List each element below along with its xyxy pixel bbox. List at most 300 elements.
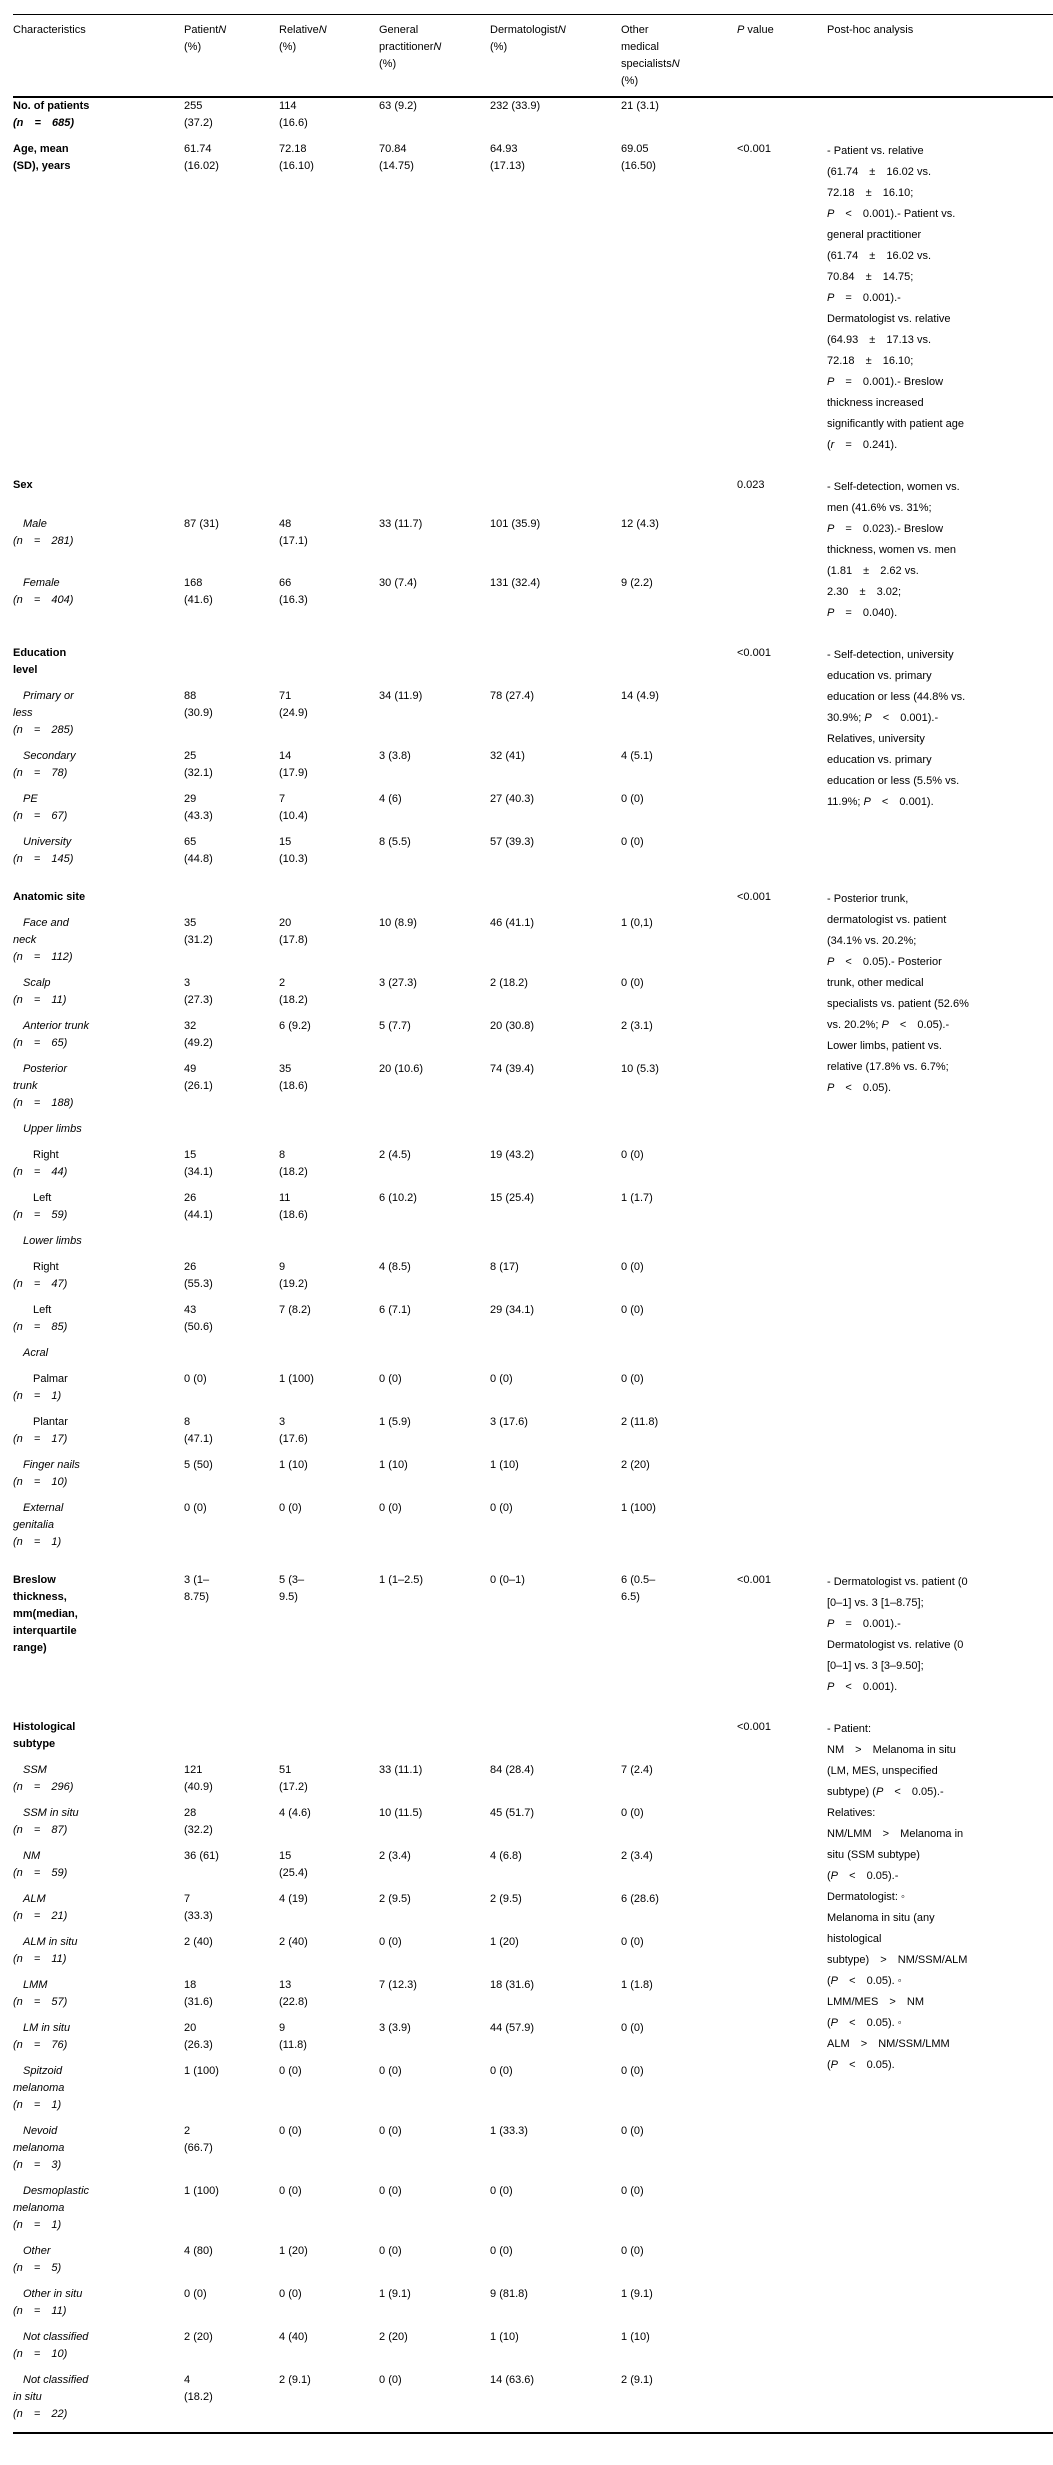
cell-relative [279, 516, 379, 574]
math-operator: < [899, 1019, 907, 1031]
math-operator: = [33, 853, 41, 865]
cell-dermatologist [490, 633, 621, 688]
cell-patient [184, 2243, 279, 2286]
cell-other-medical-specialists [621, 748, 737, 791]
value: 10 (11.5) [379, 1807, 423, 1819]
math-operator: = [33, 724, 41, 736]
cell-general-practitioner [379, 2063, 490, 2123]
cell-relative [279, 1233, 379, 1259]
cell-patient [184, 1190, 279, 1233]
cell-patient [184, 141, 279, 465]
math-operator: = [33, 1166, 41, 1178]
math-operator: = [845, 1618, 852, 1630]
cell-general-practitioner [379, 688, 490, 748]
characteristic-label: Finger nails (n = 10) [13, 1457, 109, 1491]
cell-characteristic [13, 516, 184, 574]
math-operator: = [845, 292, 852, 304]
math-operator: < [882, 712, 890, 724]
value: 74 (39.4) [490, 1063, 535, 1075]
math-operator: ± [865, 187, 872, 199]
cell-other-medical-specialists [621, 2243, 737, 2286]
math-operator: = [845, 607, 852, 619]
sample-size: (n = 296) [13, 1781, 74, 1793]
value: 51 (17.2) [279, 1764, 308, 1793]
value: 4 (40) [279, 2331, 308, 2343]
cell-characteristic [13, 2329, 184, 2372]
value: 0 (0) [379, 1502, 402, 1514]
cell-characteristic [13, 97, 184, 141]
value: 21 (3.1) [621, 100, 659, 112]
cell-characteristic [13, 2372, 184, 2433]
cell-other-medical-specialists [621, 1977, 737, 2020]
value: 88 (30.9) [184, 690, 213, 719]
column-header-label: Other medical specialistsN (%) [621, 24, 680, 87]
value: 11 (18.6) [279, 1192, 308, 1221]
cell-patient [184, 2183, 279, 2243]
math-operator: = [33, 2305, 41, 2317]
value: 0 (0) [379, 2374, 402, 2386]
value: 0 (0) [379, 1936, 402, 1948]
characteristic-label: University (n = 145) [13, 834, 109, 868]
value: 32 (41) [490, 750, 525, 762]
sample-size: (n = 21) [13, 1910, 68, 1922]
value: 1 (20) [490, 1936, 519, 1948]
value: 25 (32.1) [184, 750, 213, 779]
cell-patient [184, 465, 279, 516]
column-header-patient [184, 15, 279, 98]
sample-size: (n = 11) [13, 994, 67, 1006]
value: 18 (31.6) [490, 1979, 535, 1991]
value: 9 (19.2) [279, 1261, 308, 1290]
cell-general-practitioner [379, 2183, 490, 2243]
table-row [13, 1707, 1053, 1762]
math-operator: = [845, 523, 852, 535]
value: 2 (18.2) [279, 977, 308, 1006]
math-operator: = [33, 767, 41, 779]
sample-size: (n = 59) [13, 1209, 68, 1221]
math-operator: > [882, 1828, 890, 1840]
cell-post-hoc [827, 97, 1053, 141]
value: 0 (0) [621, 1373, 644, 1385]
post-hoc-text: - Patient vs. relative (61.74 ± 16.02 vs. 72.18 ± 16.10; P < 0.001).- Patient vs. general practitioner (61.74 ± 16.02 vs. 70.84 ± 14.75; P = 0.001).- Dermatologist vs. relative (64.93 ± 17.13 vs. 72.18 ± 16.10; P = 0.001).- Breslow thickness increased significantly with patient age (r = 0.241). [827, 145, 964, 451]
cell-patient [184, 688, 279, 748]
cell-characteristic [13, 1500, 184, 1560]
value: 0 (0) [621, 2245, 644, 2257]
value: 4 (80) [184, 2245, 213, 2257]
value: 0 (0) [490, 1502, 513, 1514]
value: 6 (10.2) [379, 1192, 417, 1204]
value: 49 (26.1) [184, 1063, 213, 1092]
math-operator: ± [869, 250, 876, 262]
math-operator: = [845, 439, 852, 451]
math-operator: ± [859, 586, 866, 598]
sample-size: (n = 85) [13, 1321, 68, 1333]
cell-dermatologist [490, 2286, 621, 2329]
math-operator: = [33, 1433, 41, 1445]
value: 14 (4.9) [621, 690, 659, 702]
column-header-label: Post-hoc analysis [827, 24, 914, 36]
sample-size: (n = 11) [13, 2305, 67, 2317]
cell-dermatologist [490, 975, 621, 1018]
cell-characteristic [13, 1190, 184, 1233]
value: 9 (81.8) [490, 2288, 528, 2300]
cell-characteristic [13, 1018, 184, 1061]
sample-size: (n = 22) [13, 2408, 68, 2420]
characteristic-label: ALM (n = 21) [13, 1891, 109, 1925]
cell-dermatologist [490, 575, 621, 633]
cell-dermatologist [490, 1500, 621, 1560]
value: 1 (9.1) [379, 2288, 411, 2300]
cell-post-hoc [827, 141, 1053, 465]
value: 15 (10.3) [279, 836, 308, 865]
value: 255 (37.2) [184, 100, 213, 129]
p-value: <0.001 [737, 891, 771, 903]
characteristic-label: Primary or less (n = 285) [13, 688, 109, 739]
math-operator: = [33, 1321, 41, 1333]
cell-relative [279, 1147, 379, 1190]
value: 27 (40.3) [490, 793, 535, 805]
sample-size: (n = 188) [13, 1097, 74, 1109]
characteristic-label: Spitzoid melanoma (n = 1) [13, 2063, 109, 2114]
cell-general-practitioner [379, 97, 490, 141]
cell-characteristic [13, 1707, 184, 1762]
math-operator: ± [869, 166, 876, 178]
cell-patient [184, 1891, 279, 1934]
value: 0 (0) [621, 793, 644, 805]
value: 19 (43.2) [490, 1149, 535, 1161]
value: 0 (0) [184, 1373, 207, 1385]
cell-patient [184, 1848, 279, 1891]
value: 2 (3.4) [379, 1850, 411, 1862]
sample-size: (n = 1) [13, 2219, 62, 2231]
column-header-post-hoc [827, 15, 1053, 98]
math-operator: = [33, 1097, 41, 1109]
cell-general-practitioner [379, 1121, 490, 1147]
math-operator: = [33, 2262, 41, 2274]
value: 3 (27.3) [379, 977, 417, 989]
cell-dermatologist [490, 877, 621, 915]
cell-characteristic [13, 2020, 184, 2063]
cell-characteristic [13, 2123, 184, 2183]
value: 4 (19) [279, 1893, 308, 1905]
cell-general-practitioner [379, 1371, 490, 1414]
characteristic-label: Palmar (n = 1) [13, 1371, 109, 1405]
cell-relative [279, 791, 379, 834]
value: 66 (16.3) [279, 576, 308, 606]
cell-dermatologist [490, 791, 621, 834]
cell-other-medical-specialists [621, 2020, 737, 2063]
characteristic-label: No. of patients (n = 685) [13, 98, 109, 132]
post-hoc-text: - Self-detection, women vs. men (41.6% vs. 31%; P = 0.023).- Breslow thickness, women vs. men (1.81 ± 2.62 vs. 2.30 ± 3.02; P = 0.040). [827, 481, 960, 619]
value: 7 (10.4) [279, 793, 308, 822]
cell-patient [184, 1560, 279, 1707]
math-operator: = [33, 2219, 41, 2231]
value: 0 (0) [490, 2065, 513, 2077]
math-operator: > [855, 1744, 862, 1756]
value: 70.84 (14.75) [379, 143, 414, 172]
cell-patient [184, 1805, 279, 1848]
characteristic-label: ALM in situ (n = 11) [13, 1934, 109, 1968]
cell-relative [279, 1977, 379, 2020]
cell-other-medical-specialists [621, 97, 737, 141]
value: 1 (10) [279, 1459, 308, 1471]
cell-general-practitioner [379, 1147, 490, 1190]
cell-relative [279, 1259, 379, 1302]
value: 1 (1.8) [621, 1979, 653, 1991]
cell-p-value [737, 1707, 827, 2433]
value: 114 (16.6) [279, 100, 308, 129]
cell-patient [184, 1934, 279, 1977]
cell-other-medical-specialists [621, 575, 737, 633]
value: 2 (3.4) [621, 1850, 653, 1862]
value: 20 (17.8) [279, 917, 308, 946]
math-operator: = [33, 1037, 41, 1049]
value: 15 (34.1) [184, 1149, 213, 1178]
cell-other-medical-specialists [621, 465, 737, 516]
cell-dermatologist [490, 97, 621, 141]
math-operator: < [845, 956, 852, 968]
math-operator: < [849, 1975, 856, 1987]
cell-other-medical-specialists [621, 1121, 737, 1147]
cell-dermatologist [490, 1414, 621, 1457]
value: 35 (18.6) [279, 1063, 308, 1092]
value: 65 (44.8) [184, 836, 213, 865]
value: 45 (51.7) [490, 1807, 535, 1819]
cell-dermatologist [490, 1259, 621, 1302]
value: 14 (17.9) [279, 750, 308, 779]
characteristic-label: Right (n = 47) [13, 1259, 109, 1293]
value: 20 (30.8) [490, 1020, 535, 1032]
value: 6 (9.2) [279, 1020, 311, 1032]
value: 0 (0) [621, 2185, 644, 2197]
math-operator: < [881, 796, 889, 808]
post-hoc-text: - Posterior trunk, dermatologist vs. patient (34.1% vs. 20.2%; P < 0.05).- Posterior trunk, other medical specialists vs. patient (52.6% vs. 20.2%; P < 0.05).- Lower limbs, patient vs. relative (17.8% vs. 6.7%; P < 0.05). [827, 893, 969, 1094]
math-operator: ± [863, 565, 870, 577]
cell-relative [279, 1121, 379, 1147]
cell-other-medical-specialists [621, 1147, 737, 1190]
cell-relative [279, 2372, 379, 2433]
sample-size: (n = 281) [13, 535, 74, 548]
value: 0 (0) [184, 2288, 207, 2300]
p-value: <0.001 [737, 1721, 771, 1733]
value: 1 (100) [184, 2065, 219, 2077]
math-operator: < [845, 1082, 852, 1094]
cell-dermatologist [490, 2329, 621, 2372]
cell-relative [279, 1934, 379, 1977]
cell-general-practitioner [379, 516, 490, 574]
characteristic-label: Plantar (n = 17) [13, 1414, 109, 1448]
cell-general-practitioner [379, 791, 490, 834]
cell-patient [184, 1061, 279, 1121]
cell-p-value [737, 97, 827, 141]
value: 0 (0) [279, 2125, 302, 2137]
cell-other-medical-specialists [621, 1707, 737, 1762]
header-row [13, 15, 1053, 98]
cell-characteristic [13, 2063, 184, 2123]
value: 3 (27.3) [184, 977, 213, 1006]
cell-patient [184, 1977, 279, 2020]
cell-other-medical-specialists [621, 2123, 737, 2183]
value: 26 (55.3) [184, 1261, 213, 1290]
characteristic-label: Age, mean (SD), years [13, 143, 71, 172]
cell-general-practitioner [379, 1560, 490, 1707]
cell-dermatologist [490, 915, 621, 975]
cell-post-hoc [827, 877, 1053, 1560]
cell-relative [279, 141, 379, 465]
characteristic-label: PE (n = 67) [13, 791, 109, 825]
value: 1 (1–2.5) [379, 1574, 424, 1586]
value: 0 (0) [621, 1807, 644, 1819]
value: 2 (9.5) [490, 1893, 522, 1905]
p-value: 0.023 [737, 479, 765, 491]
value: 2 (20) [379, 2331, 408, 2343]
cell-other-medical-specialists [621, 1345, 737, 1371]
math-operator: > [860, 2038, 868, 2050]
value: 4 (6) [379, 793, 402, 805]
cell-characteristic [13, 465, 184, 516]
math-operator: = [33, 1996, 41, 2008]
characteristics-table [13, 14, 1053, 2434]
value: 131 (32.4) [490, 576, 541, 589]
cell-characteristic [13, 1147, 184, 1190]
value: 57 (39.3) [490, 836, 535, 848]
math-operator: = [845, 376, 852, 388]
cell-patient [184, 915, 279, 975]
value: 1 (9.1) [621, 2288, 653, 2300]
characteristic-label: Anatomic site [13, 891, 86, 903]
cell-general-practitioner [379, 1414, 490, 1457]
cell-general-practitioner [379, 1457, 490, 1500]
cell-dermatologist [490, 1061, 621, 1121]
value: 2 (9.5) [379, 1893, 411, 1905]
cell-relative [279, 2123, 379, 2183]
cell-relative [279, 1762, 379, 1805]
cell-other-medical-specialists [621, 1061, 737, 1121]
cell-characteristic [13, 1414, 184, 1457]
post-hoc-text: - Patient: NM > Melanoma in situ (LM, MES, unspecified subtype) (P < 0.05).- Relatives: NM/LMM > Melanoma in situ (SSM subtype) (P < 0.05).- Dermatologist: ◦ Melanoma in situ (any histological subtype) > NM/SSM/ALM (P < 0.05). ◦ LMM/MES > NM (P < 0.05). ◦ ALM > NM/SSM/LMM (P < 0.05). [827, 1723, 968, 2071]
cell-general-practitioner [379, 1345, 490, 1371]
cell-post-hoc [827, 465, 1053, 633]
value: 0 (0) [490, 2185, 513, 2197]
value: 6 (0.5– 6.5) [621, 1574, 656, 1603]
cell-general-practitioner [379, 1848, 490, 1891]
value: 2 (18.2) [490, 977, 528, 989]
cell-patient [184, 633, 279, 688]
cell-dermatologist [490, 1018, 621, 1061]
value: 7 (33.3) [184, 1893, 213, 1922]
cell-general-practitioner [379, 2286, 490, 2329]
cell-dermatologist [490, 1560, 621, 1707]
cell-patient [184, 1302, 279, 1345]
cell-dermatologist [490, 465, 621, 516]
characteristic-label: Scalp (n = 11) [13, 975, 109, 1009]
cell-other-medical-specialists [621, 834, 737, 877]
value: 2 (4.5) [379, 1149, 411, 1161]
value: 1 (10) [490, 1459, 519, 1471]
cell-relative [279, 1457, 379, 1500]
value: 44 (57.9) [490, 2022, 535, 2034]
cell-post-hoc [827, 1560, 1053, 1707]
cell-characteristic [13, 1891, 184, 1934]
value: 15 (25.4) [490, 1192, 535, 1204]
cell-dermatologist [490, 1891, 621, 1934]
cell-other-medical-specialists [621, 1891, 737, 1934]
value: 0 (0) [490, 2245, 513, 2257]
cell-relative [279, 1414, 379, 1457]
cell-p-value [737, 633, 827, 877]
value: 0 (0) [379, 2065, 402, 2077]
math-operator: = [33, 535, 41, 548]
math-operator: = [33, 1910, 41, 1922]
math-operator: ± [869, 334, 876, 346]
value: 87 (31) [184, 518, 219, 531]
math-operator: = [33, 1867, 41, 1879]
cell-other-medical-specialists [621, 1190, 737, 1233]
column-header-label: PatientN (%) [184, 24, 227, 53]
value: 1 (10) [379, 1459, 408, 1471]
math-operator: = [33, 1781, 41, 1793]
math-operator: < [845, 208, 852, 220]
value: 20 (26.3) [184, 2022, 213, 2051]
cell-general-practitioner [379, 141, 490, 465]
value: 0 (0) [279, 2185, 302, 2197]
math-operator: = [33, 1476, 41, 1488]
value: 232 (33.9) [490, 100, 541, 112]
value: 0 (0–1) [490, 1574, 525, 1586]
sample-size: (n = 3) [13, 2159, 62, 2171]
value: 5 (50) [184, 1459, 213, 1471]
value: 9 (11.8) [279, 2022, 307, 2051]
cell-characteristic [13, 1233, 184, 1259]
post-hoc-text: - Dermatologist vs. patient (0 [0–1] vs. 3 [1–8.75]; P = 0.001).- Dermatologist vs. relative (0 [0–1] vs. 3 [3–9.50]; P < 0.001). [827, 1576, 968, 1693]
cell-dermatologist [490, 516, 621, 574]
math-operator: = [33, 1536, 41, 1548]
value: 43 (50.6) [184, 1304, 213, 1333]
value: 1 (0,1) [621, 917, 653, 929]
cell-patient [184, 791, 279, 834]
cell-general-practitioner [379, 1500, 490, 1560]
characteristic-label: External genitalia (n = 1) [13, 1500, 109, 1551]
column-header-label: General practitionerN (%) [379, 24, 442, 70]
value: 6 (7.1) [379, 1304, 411, 1316]
cell-other-medical-specialists [621, 1259, 737, 1302]
value: 3 (17.6) [490, 1416, 528, 1428]
value: 0 (0) [379, 1373, 402, 1385]
cell-characteristic [13, 791, 184, 834]
value: 12 (4.3) [621, 518, 659, 531]
value: 3 (1– 8.75) [184, 1574, 210, 1603]
cell-relative [279, 1371, 379, 1414]
cell-relative [279, 1560, 379, 1707]
value: 48 (17.1) [279, 518, 308, 548]
value: 0 (0) [379, 2185, 402, 2197]
value: 32 (49.2) [184, 1020, 213, 1049]
cell-other-medical-specialists [621, 1934, 737, 1977]
value: 33 (11.1) [379, 1764, 423, 1776]
value: 1 (10) [490, 2331, 519, 2343]
column-header-general-practitioner [379, 15, 490, 98]
sample-size: (n = 44) [13, 1166, 68, 1178]
cell-patient [184, 1371, 279, 1414]
value: 0 (0) [379, 2125, 402, 2137]
cell-general-practitioner [379, 2123, 490, 2183]
value: 0 (0) [621, 1304, 644, 1316]
cell-general-practitioner [379, 877, 490, 915]
cell-dermatologist [490, 1302, 621, 1345]
cell-characteristic [13, 1259, 184, 1302]
table-row [13, 465, 1053, 516]
characteristic-label: Face and neck (n = 112) [13, 915, 109, 966]
